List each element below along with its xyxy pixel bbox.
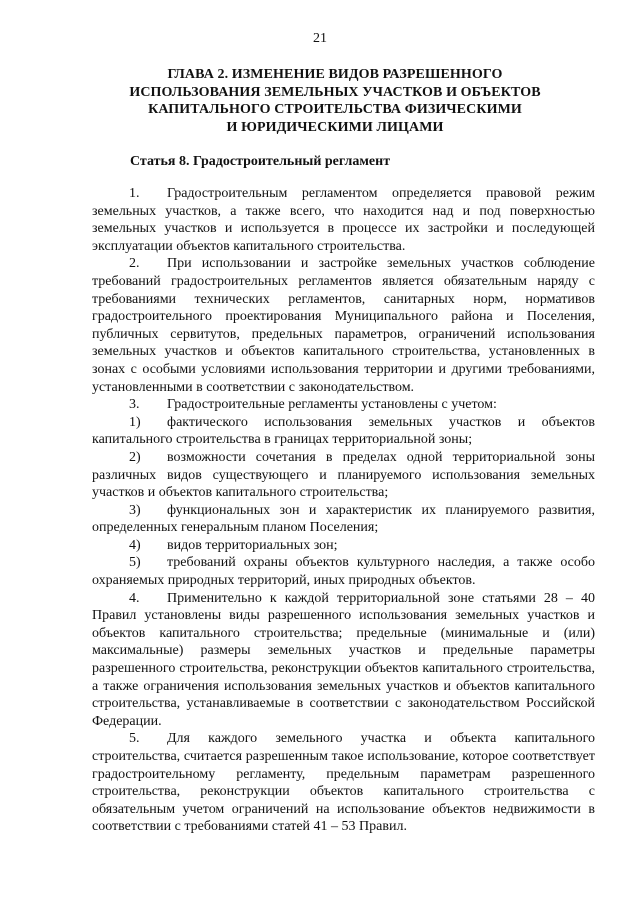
article-title: Статья 8. Градостроительный регламент [130,154,391,169]
subitem-text: возможности сочетания в пределах одной территориальной зоны различных видов существующего и планируемого использования земельных участков и объектов капитального строительства; [92,449,595,501]
paragraph-number: 2. [129,256,140,272]
subitem-text: видов территориальных зон; [167,537,338,553]
paragraph-text: При использовании и застройке земельных участков соблюдение требований градостроительных регламентов является обязательным наряду с требованиями технических регламентов, санитарных норм, нормативов градостроительного проектирования Муниципального района и Поселения, публичных сервитутов, предельных параметров, ограничений использования земельных участков и объектов капитального строительства, установленных в зонах с особыми условиями использования территории и другими требованиями, установленными в соответствии с законодательством. [92,256,595,395]
chapter-title-line: КАПИТАЛЬНОГО СТРОИТЕЛЬСТВА ФИЗИЧЕСКИМИ [148,102,522,117]
paragraph-4 [92,590,595,731]
paragraph-text: Градостроительным регламентом определяется правовой режим земельных участков, а также всего, что находится над и под поверхностью земельных участков и используется в процессе их застройки и последующей эксплуатации объектов капитального строительства. [92,186,595,254]
paragraph-5 [92,730,595,836]
paragraph-text: Применительно к каждой территориальной зоне статьями 28 – 40 Правил установлены виды разрешенного использования земельных участков и объектов капитального строительства; предельные (минимальные и (или) максимальные) размеры земельных участков и предельные параметры разрешенного строительства, реконструкции объектов капитального строительства, а также ограничения использования земельных участков и объектов капитального строительства, устанавливаемые в соответствии с законодательством Российской Федерации. [92,590,595,729]
subitem-text: фактического использования земельных участков и объектов капитального строительства в границах территориальной зоны; [92,414,595,448]
subitem-number: 1) [129,414,141,430]
page-number: 21 [313,31,327,46]
chapter-title [95,66,575,136]
article-body [92,185,595,836]
subitem-4 [92,537,595,555]
subitem-2 [92,449,595,502]
subitem-number: 5) [129,555,141,571]
subitem-number: 4) [129,537,141,553]
chapter-title-line: ИСПОЛЬЗОВАНИЯ ЗЕМЕЛЬНЫХ УЧАСТКОВ И ОБЪЕКТОВ [129,84,541,100]
paragraph-text: Для каждого земельного участка и объекта капитального строительства, считается разрешенным такое использование, которое соответствует градостроительному регламенту, предельным параметрам разрешенного строительства, реконструкции объектов капитального строительства с обязательным учетом ограничений на использование объектов недвижимости в соответствии с требованиями статей 41 – 53 Правил. [92,731,595,835]
paragraph-text: Градостроительные регламенты установлены с учетом: [167,397,497,413]
chapter-title-line: И ЮРИДИЧЕСКИМИ ЛИЦАМИ [226,119,444,135]
subitem-number: 2) [129,449,141,465]
paragraph-2 [92,255,595,396]
subitem-5 [92,554,595,589]
subitem-number: 3) [129,502,141,518]
subitem-1 [92,414,595,449]
paragraph-number: 3. [129,397,140,413]
paragraph-number: 5. [129,731,140,747]
chapter-title-line: ГЛАВА 2. ИЗМЕНЕНИЕ ВИДОВ РАЗРЕШЕННОГО [167,67,503,82]
paragraph-number: 1. [129,186,140,201]
paragraph-number: 4. [129,590,140,606]
subitem-text: функциональных зон и характеристик их планируемого развития, определенных генеральным планом Поселения; [92,502,595,536]
paragraph-1 [92,185,595,255]
subitem-3 [92,502,595,537]
subitem-text: требований охраны объектов культурного наследия, а также особо охраняемых природных территорий, иных природных объектов. [92,555,595,589]
paragraph-3 [92,396,595,414]
